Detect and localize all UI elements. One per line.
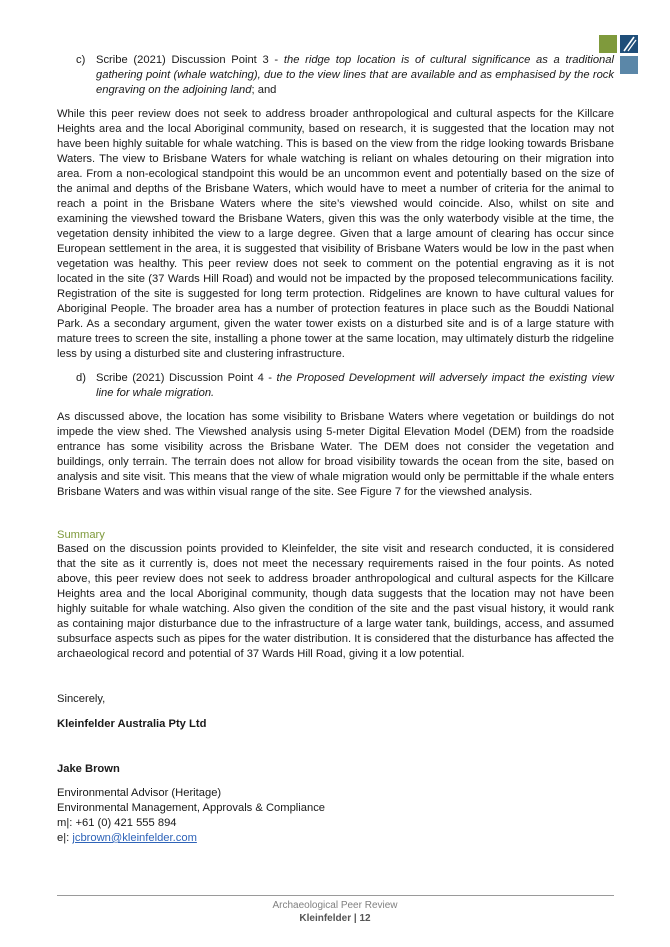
email-prefix: e|: [57, 832, 73, 844]
list-item-lead: Scribe (2021) Discussion Point 4 - [96, 372, 277, 384]
list-item-lead: Scribe (2021) Discussion Point 3 - [96, 54, 284, 66]
list-marker: c) [76, 54, 86, 66]
page-body [57, 53, 614, 846]
signatory-name: Jake Brown [57, 763, 120, 775]
paragraph-viewshed: As discussed above, the location has some visibility to Brisbane Waters where vegetation or buildings do not impede the view shed. The Viewshed analysis using 5-meter Digital Elevation Model (DEM) from the roadside entrance has some visibility across the Brisbane Water. The DEM does not consider the vegetation and buildings, only terrain. The terrain does not allow for broad visibility towards the ocean from the site, based on analysis and site visit. This means that the view of whale migration would only be permittable if the whale enters Brisbane Waters and was within visual range of the site. See Figure 7 for the viewshed analysis. [57, 411, 614, 498]
list-item-quote: the ridge top location is of cultural significance as a traditional gathering point (whale watching), due to the view lines that are available and as emphasised by the rock engraving on the adjoining land [96, 54, 614, 96]
signatory-email-line [57, 831, 614, 846]
list-item-quote: the Proposed Development will adversely impact the existing view line for whale migration. [96, 372, 614, 399]
footer-page-number: 12 [359, 913, 371, 924]
logo-slash-icon [620, 35, 638, 53]
summary-paragraph: Based on the discussion points provided to Kleinfelder, the site visit and research conducted, it is considered that the site as it currently is, does not meet the necessary requirements raised in the four points. As noted above, this peer review does not seek to address broader anthropological and cultural aspects for the Killcare Heights area and the local Aboriginal community, though data suggests that the location may not have been highly suitable for whale watching. Also given the condition of the site and the past visual history, it would rank as containing major disturbance due to the infrastructure of a large water tank, buildings, access, and assumed subsurface aspects such as pipes for the water distribution. It is considered that the disturbance has affected the archaeological record and potential of 37 Wards Hill Road, giving it a low potential. [57, 543, 614, 660]
list-item-tail: ; and [251, 84, 277, 96]
footer-doc-title: Archaeological Peer Review [272, 900, 398, 911]
footer-company: Kleinfelder [299, 913, 352, 924]
logo-blue-square [620, 56, 638, 74]
signatory-phone: m|: +61 (0) 421 555 894 [57, 817, 177, 829]
closing: Sincerely, [57, 693, 106, 705]
email-link[interactable]: jcbrown@kleinfelder.com [72, 832, 197, 844]
list-marker: d) [76, 372, 86, 384]
logo-green-square [599, 35, 617, 53]
paragraph-whale-watching: While this peer review does not seek to address broader anthropological and cultural aspects for the Killcare Heights area and the local Aboriginal community, based on research, it is suggested that the location may not have been highly suitable for whale watching. This is based on the view from the ridge looking towards Brisbane Waters. The view to Brisbane Waters for whale watching is reliant on whales detouring on their migration into area. From a non-ecological standpoint this would be an uncommon event and potentially based on the size of the animal and depths of the Brisbane Waters, which would have to meet a number of criteria for the animal to reach a point in the Brisbane Waters where the site’s viewshed would coincide. Also, whilst on site and examining the viewshed toward the Brisbane Waters, given this was the only waterbody visible at the time, the vegetation density inhibited the view to a large degree. Given that a large amount of clearing has occur since European settlement in the area, it is suggested that visibility of Brisbane Waters would be low in the past when vegetation was healthy. This peer review does not seek to comment on the potential engraving as it is not located in the site (37 Wards Hill Road) and would not be impacted by the proposed telecommunications facility. Registration of the site is suggested for long term protection. Ridgelines are known to have cultural values for Aboriginal People. The broader area has a number of protection features in place such as the Bouddi National Park. As a secondary argument, given the water tower exists on a disturbed site and is of a large stature with mature trees to screen the site, installing a phone tower at the same location, may ultimately disturb the ridgeline less by using a disturbed site and clustering infrastructure. [57, 108, 614, 360]
list-item-c [57, 53, 614, 98]
list-item-d [57, 371, 614, 401]
logo-navy-square [620, 35, 638, 53]
signatory-department: Environmental Management, Approvals & Compliance [57, 802, 326, 814]
summary-heading: Summary [57, 529, 105, 541]
footer-divider [57, 895, 614, 896]
footer-page-info [0, 913, 670, 924]
company-name: Kleinfelder Australia Pty Ltd [57, 718, 207, 730]
footer-separator: | [351, 913, 360, 924]
signatory-title: Environmental Advisor (Heritage) [57, 787, 222, 799]
